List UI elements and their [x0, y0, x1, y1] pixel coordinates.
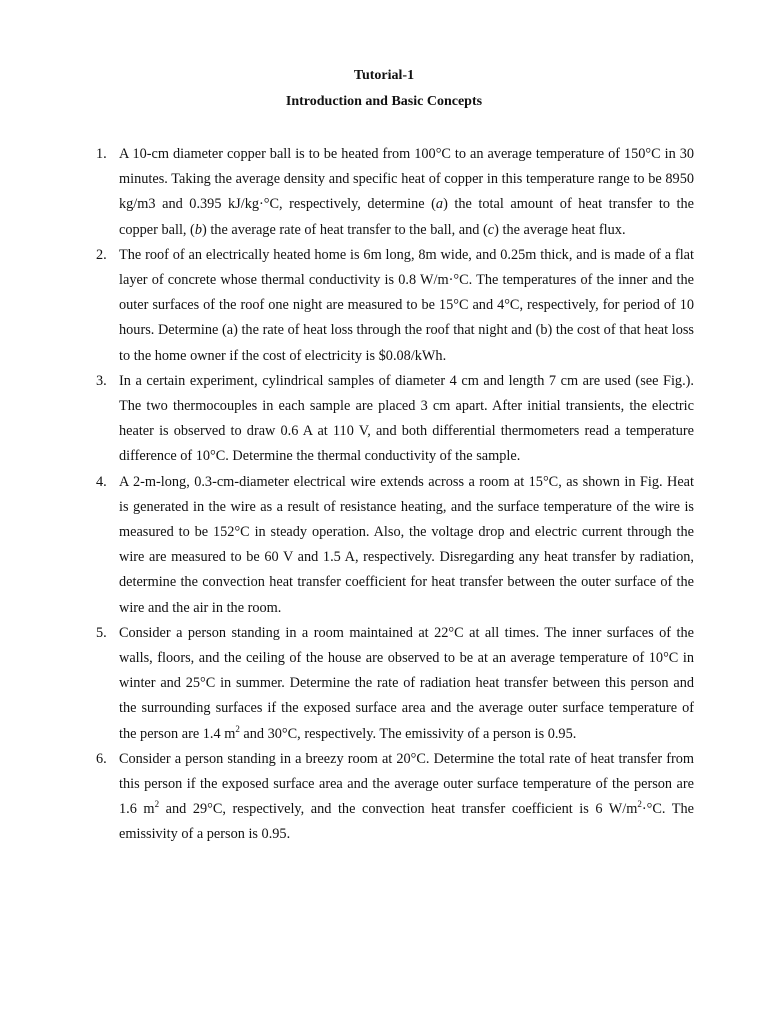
- question-text: A 2-m-long, 0.3-cm-diameter electrical wire extends across a room at 15°C, as shown in Fig. Heat is generated in the wire as a result of resistance heating, and the surface temperature of the wire is measured to be 152°C in steady operation. Also, the voltage drop and electric current through the wire are measured to be 60 V and 1.5 A, respectively. Disregarding any heat transfer by radiation, determine the convection heat transfer coefficient for heat transfer between the outer surface of the wire and the air in the room.: [119, 473, 694, 616]
- question-item: [96, 243, 694, 369]
- document-title: Tutorial-1: [353, 68, 415, 83]
- question-list: [96, 142, 695, 848]
- question-text: In a certain experiment, cylindrical samples of diameter 4 cm and length 7 cm are used (see Fig.). The two thermocouples in each sample are placed 3 cm apart. After initial transients, the electric heater is observed to draw 0.6 A at 110 V, and both differential thermometers read a temperature difference of 10°C. Determine the thermal conductivity of the sample.: [119, 372, 694, 465]
- question-item: [96, 369, 694, 470]
- question-number: 6.: [96, 750, 107, 767]
- question-number: 3.: [96, 372, 107, 389]
- question-text: A 10-cm diameter copper ball is to be heated from 100°C to an average temperature of 150°C in 30 minutes. Taking the average density and specific heat of copper in this temperature range to be 8950 kg/m3 and 0.395 kJ/kg·°C, respectively, determine (a) the total amount of heat transfer to the copper ball, (b) the average rate of heat transfer to the ball, and (c) the average heat flux.: [119, 146, 695, 238]
- question-number: 2.: [96, 246, 107, 263]
- document-subtitle: Introduction and Basic Concepts: [285, 94, 483, 109]
- question-number: 5.: [96, 624, 107, 641]
- question-number: 4.: [96, 473, 107, 490]
- question-item: [96, 142, 695, 243]
- question-item: [96, 747, 695, 848]
- question-number: 1.: [96, 146, 107, 162]
- question-text: Consider a person standing in a breezy room at 20°C. Determine the total rate of heat transfer from this person if the exposed surface area and the average outer surface temperature of the person are 1.6 $m^2$ and 29°C, respectively, and the convection heat transfer coefficient is 6 $W/m^2\cdot^\circ C$. The emissivity of a person is 0.95.: [119, 750, 695, 843]
- question-item: [96, 621, 694, 747]
- question-item: [96, 470, 694, 621]
- question-text: Consider a person standing in a room maintained at 22°C at all times. The inner surfaces of the walls, floors, and the ceiling of the house are observed to be at an average temperature of 10°C in winter and 25°C in summer. Determine the rate of radiation heat transfer between this person and the surrounding surfaces if the exposed surface area and the average outer surface temperature of the person are 1.4 $m^2$ and 30°C, respectively. The emissivity of a person is 0.95.: [119, 624, 694, 742]
- question-text: The roof of an electrically heated home is 6m long, 8m wide, and 0.25m thick, and is made of a flat layer of concrete whose thermal conductivity is 0.8 W/m·°C. The temperatures of the inner and the outer surfaces of the roof one night are measured to be 15°C and 4°C, respectively, for period of 10 hours. Determine (a) the rate of heat loss through the roof that night and (b) the cost of that heat loss to the home owner if the cost of electricity is $0.08/kWh.: [119, 246, 694, 364]
